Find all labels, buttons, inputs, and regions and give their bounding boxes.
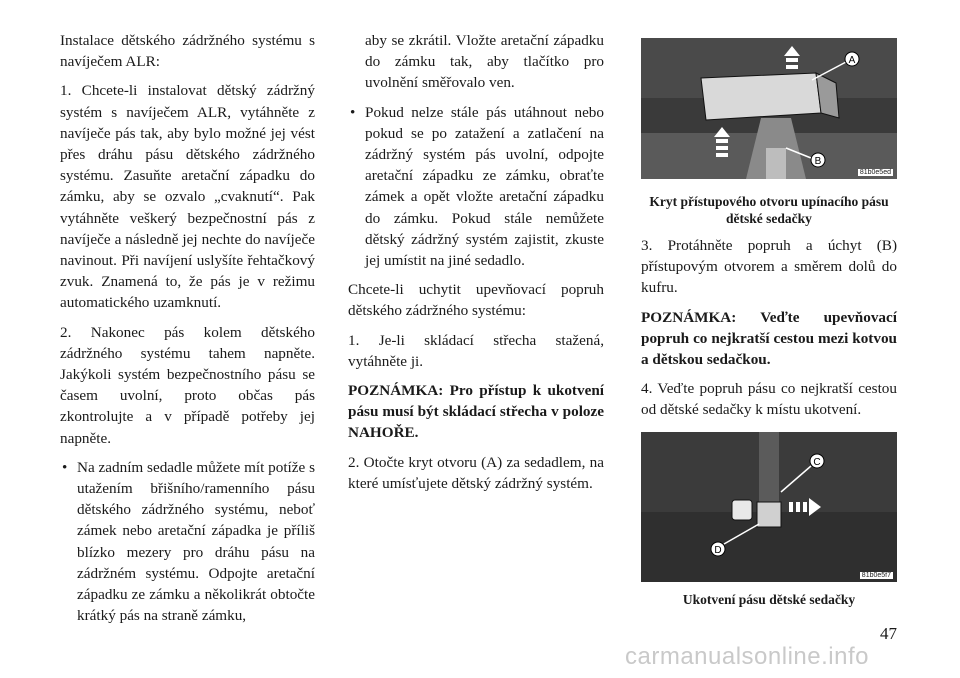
paragraph: Chcete-li uchytit upevňovací popruh dětského zádržného systému: (348, 281, 604, 320)
tether-anchor-illustration (641, 432, 897, 582)
paragraph: 2. Nakonec pás kolem dětského zádržného systému tahem napněte. Jakýkoli systém bezpečnostního pásu se časem uvolní, proto občas pás zkontrolujte a v případě potřeby jej napněte. (60, 323, 315, 447)
bullet-icon: • (350, 103, 356, 121)
watermark: carmanualsonline.info (625, 643, 869, 670)
bullet-continuation: aby se zkrátil. Vložte aretační západku do zámku tak, aby tlačítko pro uvolnění směřovalo ven. (365, 32, 604, 92)
note: POZNÁMKA: Pro přístup k ukotvení pásu musí být skládací střecha v poloze NAHOŘE. (348, 382, 604, 442)
figure-code: 81b0e5f7 (861, 572, 891, 579)
text-column-2 (348, 30, 604, 502)
paragraph: 2. Otočte kryt otvoru (A) za sedadlem, na které umísťujete dětský zádržný systém. (348, 453, 604, 492)
figure-caption: Kryt přístupového otvoru upínacího pásu dětské sedačky (649, 194, 889, 226)
access-cover-illustration (641, 38, 897, 179)
callout-c: C (813, 457, 821, 468)
paragraph: 3. Protáhněte popruh a úchyt (B) přístupovým otvorem a směrem dolů do kufru. (641, 237, 897, 297)
figure-caption: Ukotvení pásu dětské sedačky (682, 592, 856, 607)
figure-code: 81b0e5ed (859, 169, 891, 176)
bullet-item (60, 457, 315, 627)
callout-a: A (848, 55, 856, 66)
figure-access-cover (641, 38, 897, 179)
text-column-1 (60, 30, 315, 634)
page-number: 47 (880, 624, 897, 643)
paragraph: 4. Veďte popruh pásu co nejkratší cestou od dětské sedačky k místu ukotvení. (641, 380, 897, 419)
bullet-text: Pokud nelze stále pás utáhnout nebo pokud se po zatažení a zatlačení na zádržný systém pás uvolní, odpojte aretační západku ze zámku, obraťte zámek a opět vložte aretační západku do zámku. Pokud stále nemůžete dětský zádržný systém zajistit, zkuste jej umístit na jiné sedadlo. (365, 103, 604, 270)
note: POZNÁMKA: Veďte upevňovací popruh co nejkratší cestou mezi kotvou a dětskou sedačkou. (641, 308, 897, 369)
text-column-3 (641, 235, 897, 429)
paragraph: 1. Chcete-li instalovat dětský zádržný systém s navíječem ALR, vytáhněte z navíječe pás tak, aby bylo možné jej vést přes dráhu pásu dětského zádržného systému. Zasuňte aretační západku do zámku, aby se ozvalo „cvaknutí“. Pak vytáhněte veškerý bezpečnostní pás z navíječe a následně jej nechte do navíječe navinout. Při navíjení uslyšíte řehtačkový zvuk. Znamená to, že pás je v režimu automatického uzamknutí. (60, 82, 315, 312)
bullet-text: Na zadním sedadle můžete mít potíže s utažením břišního/ramenního pásu dětského zádržného systému, neboť zámek nebo aretační západka je příliš blízko mezery pro dráhu pásu na zádržném systému. Odpojte aretační západku ze zámku a několikrát obtočte krátký pás na straně zámku, (77, 458, 315, 625)
bullet-icon: • (62, 458, 68, 476)
section-heading: Instalace dětského zádržného systému s navíječem ALR: (60, 32, 315, 71)
callout-d: D (714, 545, 722, 556)
callout-b: B (814, 156, 822, 167)
bullet-item (348, 102, 604, 272)
figure-tether-anchor (641, 432, 897, 582)
paragraph: 1. Je-li skládací střecha stažená, vytáhněte ji. (348, 331, 604, 370)
